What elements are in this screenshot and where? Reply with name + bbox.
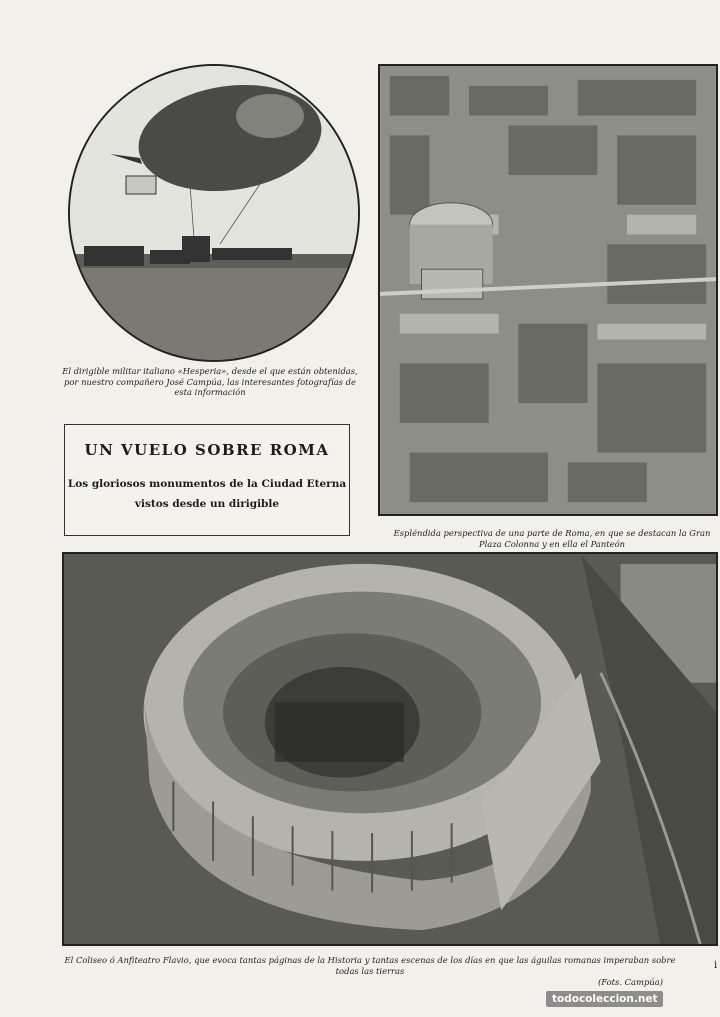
edge-mark: i bbox=[714, 960, 718, 971]
article-subtitle-line2: vistos desde un dirigible bbox=[134, 498, 280, 510]
colosseum-aerial-photo bbox=[62, 552, 718, 946]
colosseum-caption: El Coliseo ó Anfiteatro Flavio, que evoca tantas páginas de la Historia y tantas escenas de los días en que las águilas romanas imperaban sobre todas las tierras bbox=[64, 955, 676, 976]
watermark: todocoleccion.net bbox=[546, 991, 663, 1007]
article-title-box bbox=[64, 424, 350, 536]
article-title: UN VUELO SOBRE ROMA bbox=[84, 441, 330, 459]
airship-illustration bbox=[70, 66, 358, 360]
colosseum-illustration bbox=[64, 554, 716, 944]
pantheon-aerial-photo bbox=[378, 64, 718, 516]
pantheon-illustration bbox=[380, 66, 716, 514]
article-subtitle-line1: Los gloriosos monumentos de la Ciudad Eterna bbox=[67, 478, 347, 490]
airship-photo bbox=[68, 64, 360, 362]
photo-credit: (Fots. Campúa) bbox=[598, 977, 664, 987]
pantheon-caption: Espléndida perspectiva de una parte de Roma, en que se destacan la Gran Plaza Colonna y en ella el Panteón bbox=[393, 528, 711, 549]
airship-caption: El dirigible militar italiano «Hesperia», desde el que están obtenidas, por nuestro compañero José Campúa, las interesantes fotografías de esta información bbox=[62, 366, 358, 397]
